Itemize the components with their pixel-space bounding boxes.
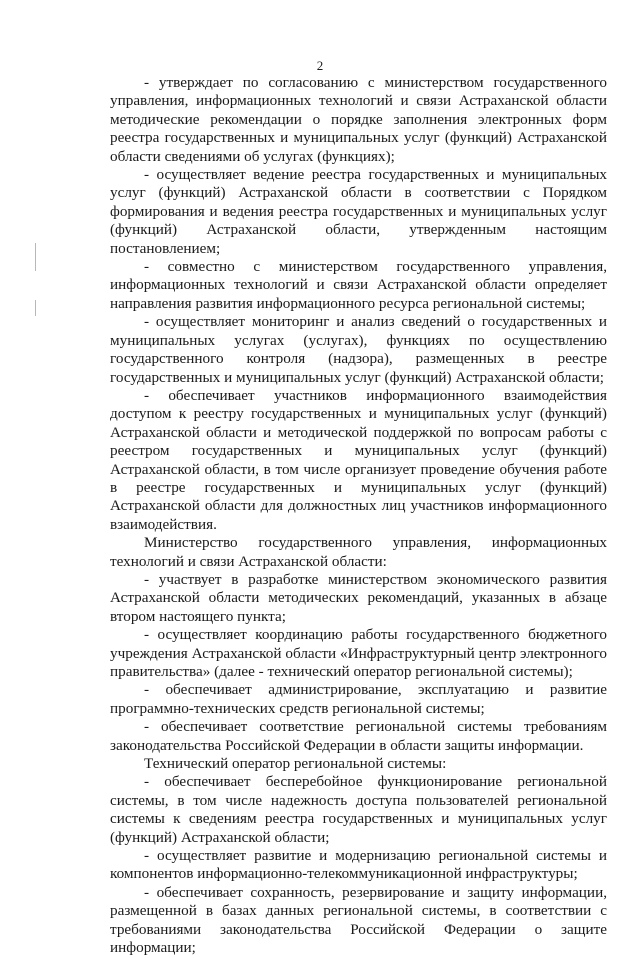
paragraph: Министерство государственного управления, информационных технологий и связи Астраханской области:: [110, 534, 607, 570]
paragraph: - обеспечивает соответствие региональной системы требованиям законодательства Российской Федерации в области защиты информации.: [110, 718, 607, 754]
paragraph: - осуществляет развитие и модернизацию региональной системы и компонентов информационно-телекоммуникационной инфраструктуры;: [110, 847, 607, 883]
scan-margin-mark: [35, 300, 36, 316]
paragraph: - утверждает по согласованию с министерством государственного управления, информационных технологий и связи Астраханской области методические рекомендации о порядке заполнения электронных форм реестра государственных и муниципальных услуг (функций) Астраханской области сведениями об услугах (функциях);: [110, 74, 607, 165]
paragraph: - обеспечивает бесперебойное функционирование региональной системы, в том числе надежность доступа пользователей региональной системы к сведениям реестра государственных и муниципальных услуг (функций) Астраханской области;: [110, 773, 607, 846]
paragraph: - участвует в разработке министерством экономического развития Астраханской области методических рекомендаций, указанных в абзаце втором настоящего пункта;: [110, 570, 607, 625]
paragraph: - осуществляет координацию работы государственного бюджетного учреждения Астраханской области «Инфраструктурный центр электронного правительства» (далее - технический оператор региональной системы);: [110, 626, 607, 680]
paragraph: - обеспечивает администрирование, эксплуатацию и развитие программно-технических средств региональной системы;: [110, 681, 607, 717]
paragraph: - обеспечивает сохранность, резервирование и защиту информации, размещенной в базах данных региональной системы, в соответствии с требованиями законодательства Российской Федерации о защите информации;: [110, 883, 607, 957]
paragraph: - обеспечивает участников информационного взаимодействия доступом к реестру государственных и муниципальных услуг (функций) Астраханской области и методической поддержкой по вопросам работы с реестром государственных и муниципальных услуг (функций) Астраханской области, в том числе организует проведение обучения работе в реестре государственных и муниципальных услуг (функций) Астраханской области для должностных лиц участников информационного взаимодействия.: [110, 386, 607, 533]
page-number: 2: [316, 58, 324, 73]
scan-margin-mark: [35, 243, 36, 271]
document-body: [110, 74, 607, 958]
paragraph: - осуществляет мониторинг и анализ сведений о государственных и муниципальных услугах (услугах), функциях по осуществлению государственного контроля (надзора), размещенных в реестре государственных и муниципальных услуг (функций) Астраханской области;: [110, 313, 607, 386]
paragraph: Технический оператор региональной системы:: [144, 755, 447, 773]
paragraph: - осуществляет ведение реестра государственных и муниципальных услуг (функций) Астраханской области в соответствии с Порядком формирования и ведения реестра государственных и муниципальных услуг (функций) Астраханской области, утвержденным настоящим постановлением;: [110, 166, 607, 257]
paragraph: - совместно с министерством государственного управления, информационных технологий и связи Астраханской области определяет направления развития информационного ресурса региональной системы;: [110, 258, 607, 312]
